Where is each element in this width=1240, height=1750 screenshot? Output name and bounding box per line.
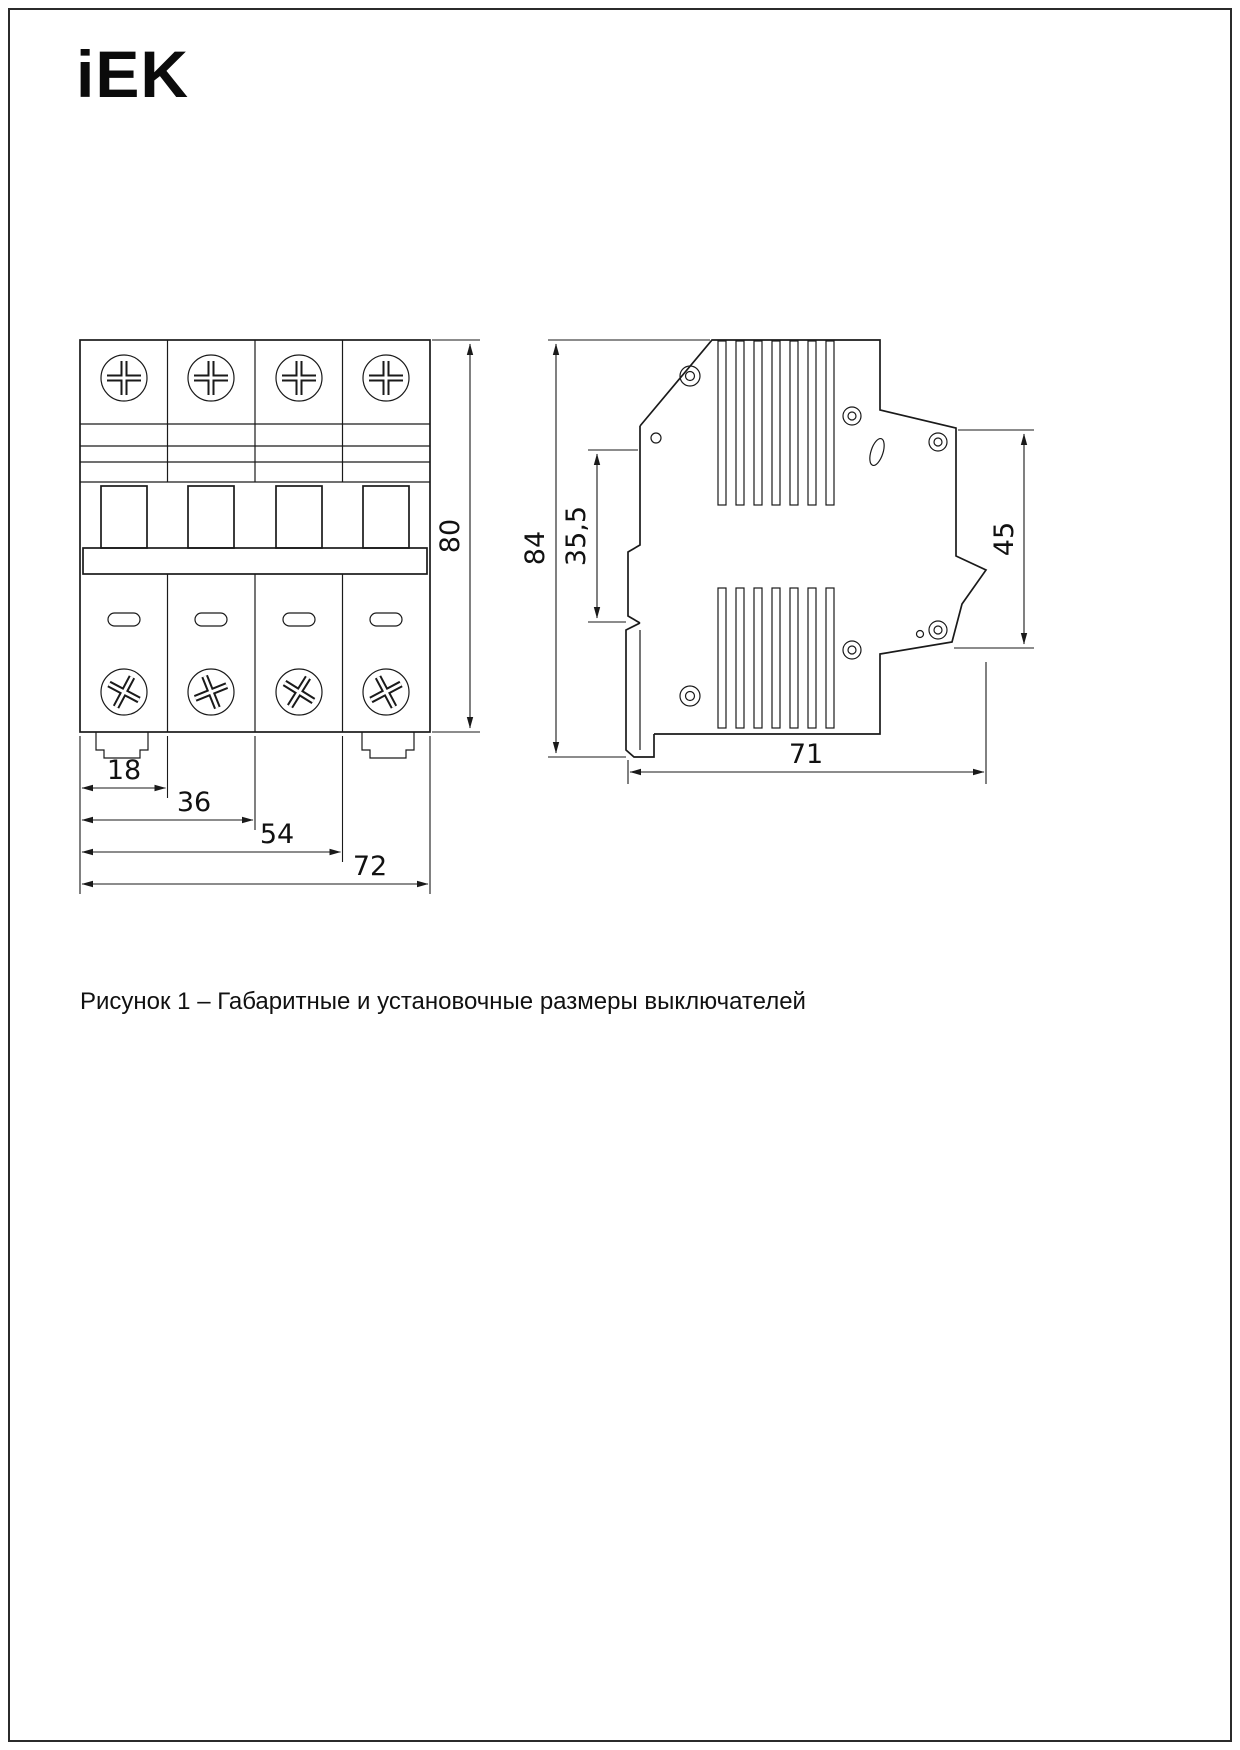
toggle-handles xyxy=(101,486,409,548)
dim-label-35-5: 35,5 xyxy=(561,505,592,567)
front-view-drawing xyxy=(80,340,480,894)
dimension-height-80 xyxy=(432,340,480,732)
dimension-height-84 xyxy=(520,340,710,757)
handle-tie-bar xyxy=(83,548,427,574)
front-edge-din-groove xyxy=(628,426,640,623)
dim-label-54: 54 xyxy=(259,819,295,850)
dimension-depth-71 xyxy=(628,662,986,784)
dim-label-84: 84 xyxy=(520,530,551,566)
dim-label-80: 80 xyxy=(435,518,466,554)
iek-logo: iEK xyxy=(76,37,190,111)
dim-label-71: 71 xyxy=(788,739,824,770)
ventilation-fins-bottom xyxy=(718,588,834,728)
dim-label-72: 72 xyxy=(352,851,388,882)
side-view-drawing xyxy=(520,340,1034,784)
dim-label-18: 18 xyxy=(106,755,142,786)
figure-caption: Рисунок 1 – Габаритные и установочные размеры выключателей xyxy=(80,988,806,1015)
dim-label-45: 45 xyxy=(989,521,1020,557)
ventilation-fins-top xyxy=(718,341,834,505)
slope-detail-circle xyxy=(651,433,661,443)
dimension-rail-35-5 xyxy=(561,450,638,622)
dimension-right-45 xyxy=(954,430,1034,648)
dim-label-36: 36 xyxy=(176,787,212,818)
dimension-widths xyxy=(80,736,430,894)
curved-slot xyxy=(867,437,887,467)
module-separators xyxy=(168,340,343,732)
breaker-body-side xyxy=(640,340,986,734)
